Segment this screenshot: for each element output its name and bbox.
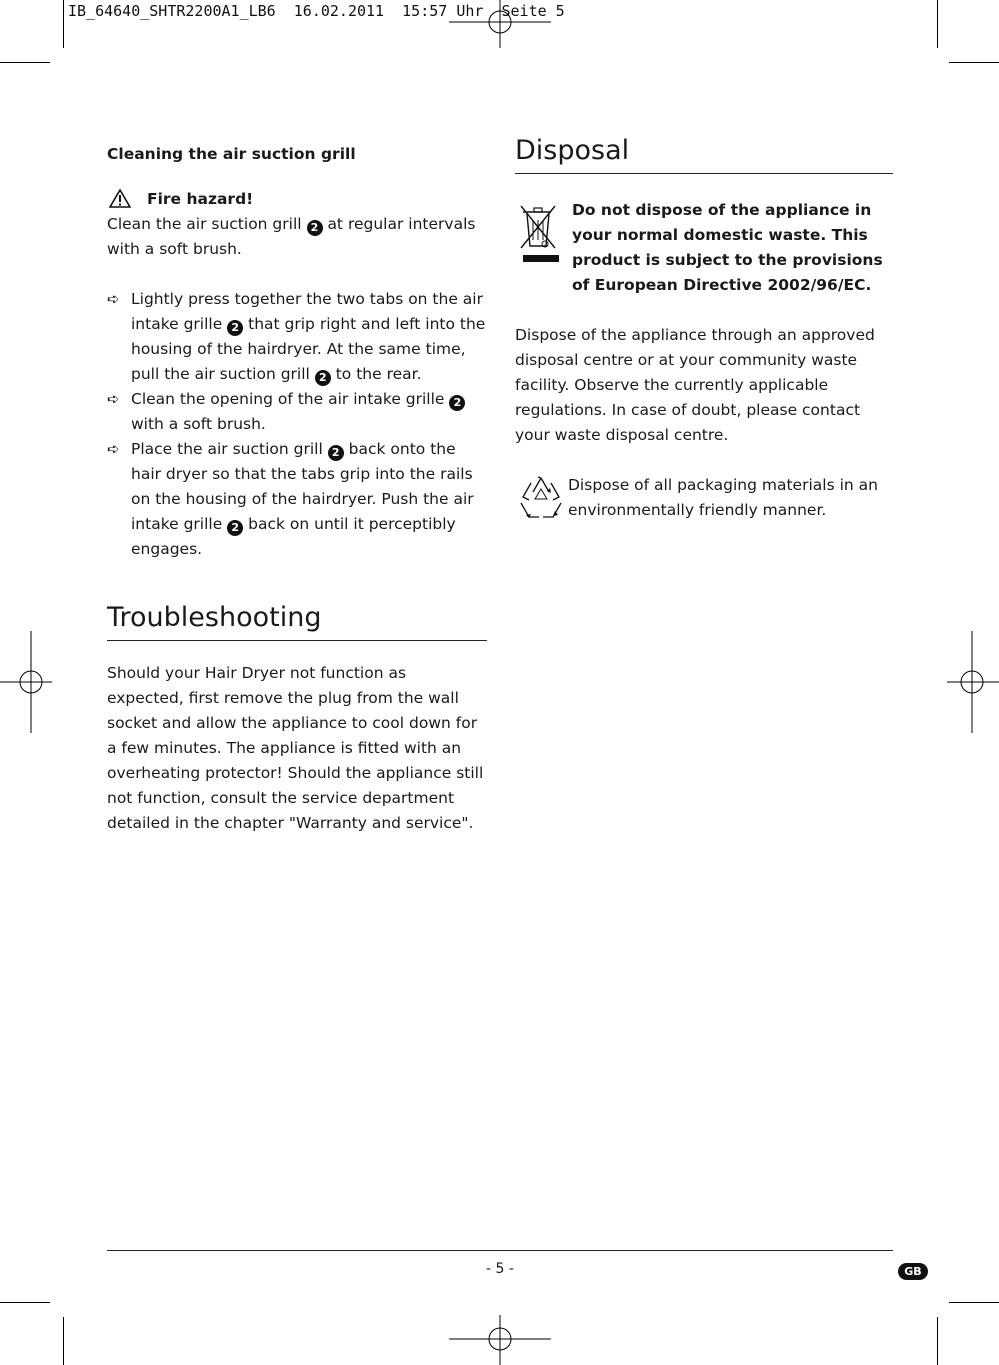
right-column — [515, 135, 893, 523]
list-item: ➪ Lightly press together the two tabs on the air intake grille 2 that grip right and left into the housing of the hairdryer. At the same time, pull the air suction grill 2 to the rear. — [107, 287, 487, 387]
part-ref-badge: 2 — [227, 320, 243, 336]
part-ref-badge: 2 — [307, 220, 323, 236]
troubleshooting-text: Should your Hair Dryer not function as expected, first remove the plug from the wall socket and allow the appliance to cool down for a few minutes. The appliance is fitted with an overheating protector! Should the appliance still not function, consult the service department detailed in the chapter "Warranty and service". — [107, 664, 484, 832]
troubleshooting-section — [107, 602, 487, 836]
arrow-right-icon: ➪ — [107, 440, 120, 458]
section-heading-disposal: Disposal — [515, 135, 893, 174]
recycle-icon — [517, 475, 565, 521]
crop-mark — [949, 1302, 999, 1303]
crop-mark — [63, 1317, 64, 1365]
left-column — [107, 142, 487, 836]
cleaning-intro: Clean the air suction grill 2 at regular intervals with a soft brush. — [107, 215, 476, 258]
language-badge: GB — [898, 1263, 928, 1280]
footer-divider — [107, 1250, 893, 1251]
packaging-text: Dispose of all packaging materials in an environmentally friendly manner. — [568, 476, 878, 519]
part-ref-badge: 2 — [227, 520, 243, 536]
print-slug: IB_64640_SHTR2200A1_LB6 16.02.2011 15:57 Uhr Seite 5 — [68, 2, 565, 20]
crop-mark — [63, 0, 64, 48]
part-ref-badge: 2 — [315, 370, 331, 386]
registration-mark-icon — [449, 1315, 551, 1365]
crop-mark — [0, 62, 50, 63]
registration-mark-icon — [449, 0, 551, 50]
part-ref-badge: 2 — [328, 445, 344, 461]
section-heading-cleaning: Cleaning the air suction grill — [107, 145, 356, 163]
part-ref-badge: 2 — [449, 395, 465, 411]
crop-mark — [937, 1317, 938, 1365]
packaging-notice — [515, 473, 893, 523]
crop-mark — [949, 62, 999, 63]
arrow-right-icon: ➪ — [107, 290, 120, 308]
list-item: ➪ Clean the opening of the air intake grille 2 with a soft brush. — [107, 387, 487, 437]
warning-triangle-icon — [109, 189, 131, 208]
crop-mark — [0, 1302, 50, 1303]
registration-mark-icon — [947, 631, 999, 733]
list-item: ➪ Place the air suction grill 2 back onto the hair dryer so that the tabs grip into the rails on the housing of the hairdryer. Push the air intake grille 2 back on until it perceptibly engages. — [107, 437, 487, 562]
fire-hazard-warning — [107, 187, 487, 212]
arrow-right-icon: ➪ — [107, 390, 120, 408]
crossed-bin-icon — [517, 202, 559, 264]
registration-mark-icon — [0, 631, 52, 733]
warning-label: Fire hazard! — [147, 190, 254, 208]
weee-notice — [515, 198, 893, 298]
page-number: - 5 - — [486, 1261, 514, 1277]
section-heading-troubleshooting: Troubleshooting — [107, 602, 487, 641]
crop-mark — [937, 0, 938, 48]
weee-text: Do not dispose of the appliance in your normal domestic waste. This product is subject to the provisions of European Directive 2002/96/EC. — [572, 201, 883, 294]
disposal-text: Dispose of the appliance through an approved disposal centre or at your community waste facility. Observe the currently applicable regulations. In case of doubt, please contact your waste disposal centre. — [515, 326, 875, 444]
